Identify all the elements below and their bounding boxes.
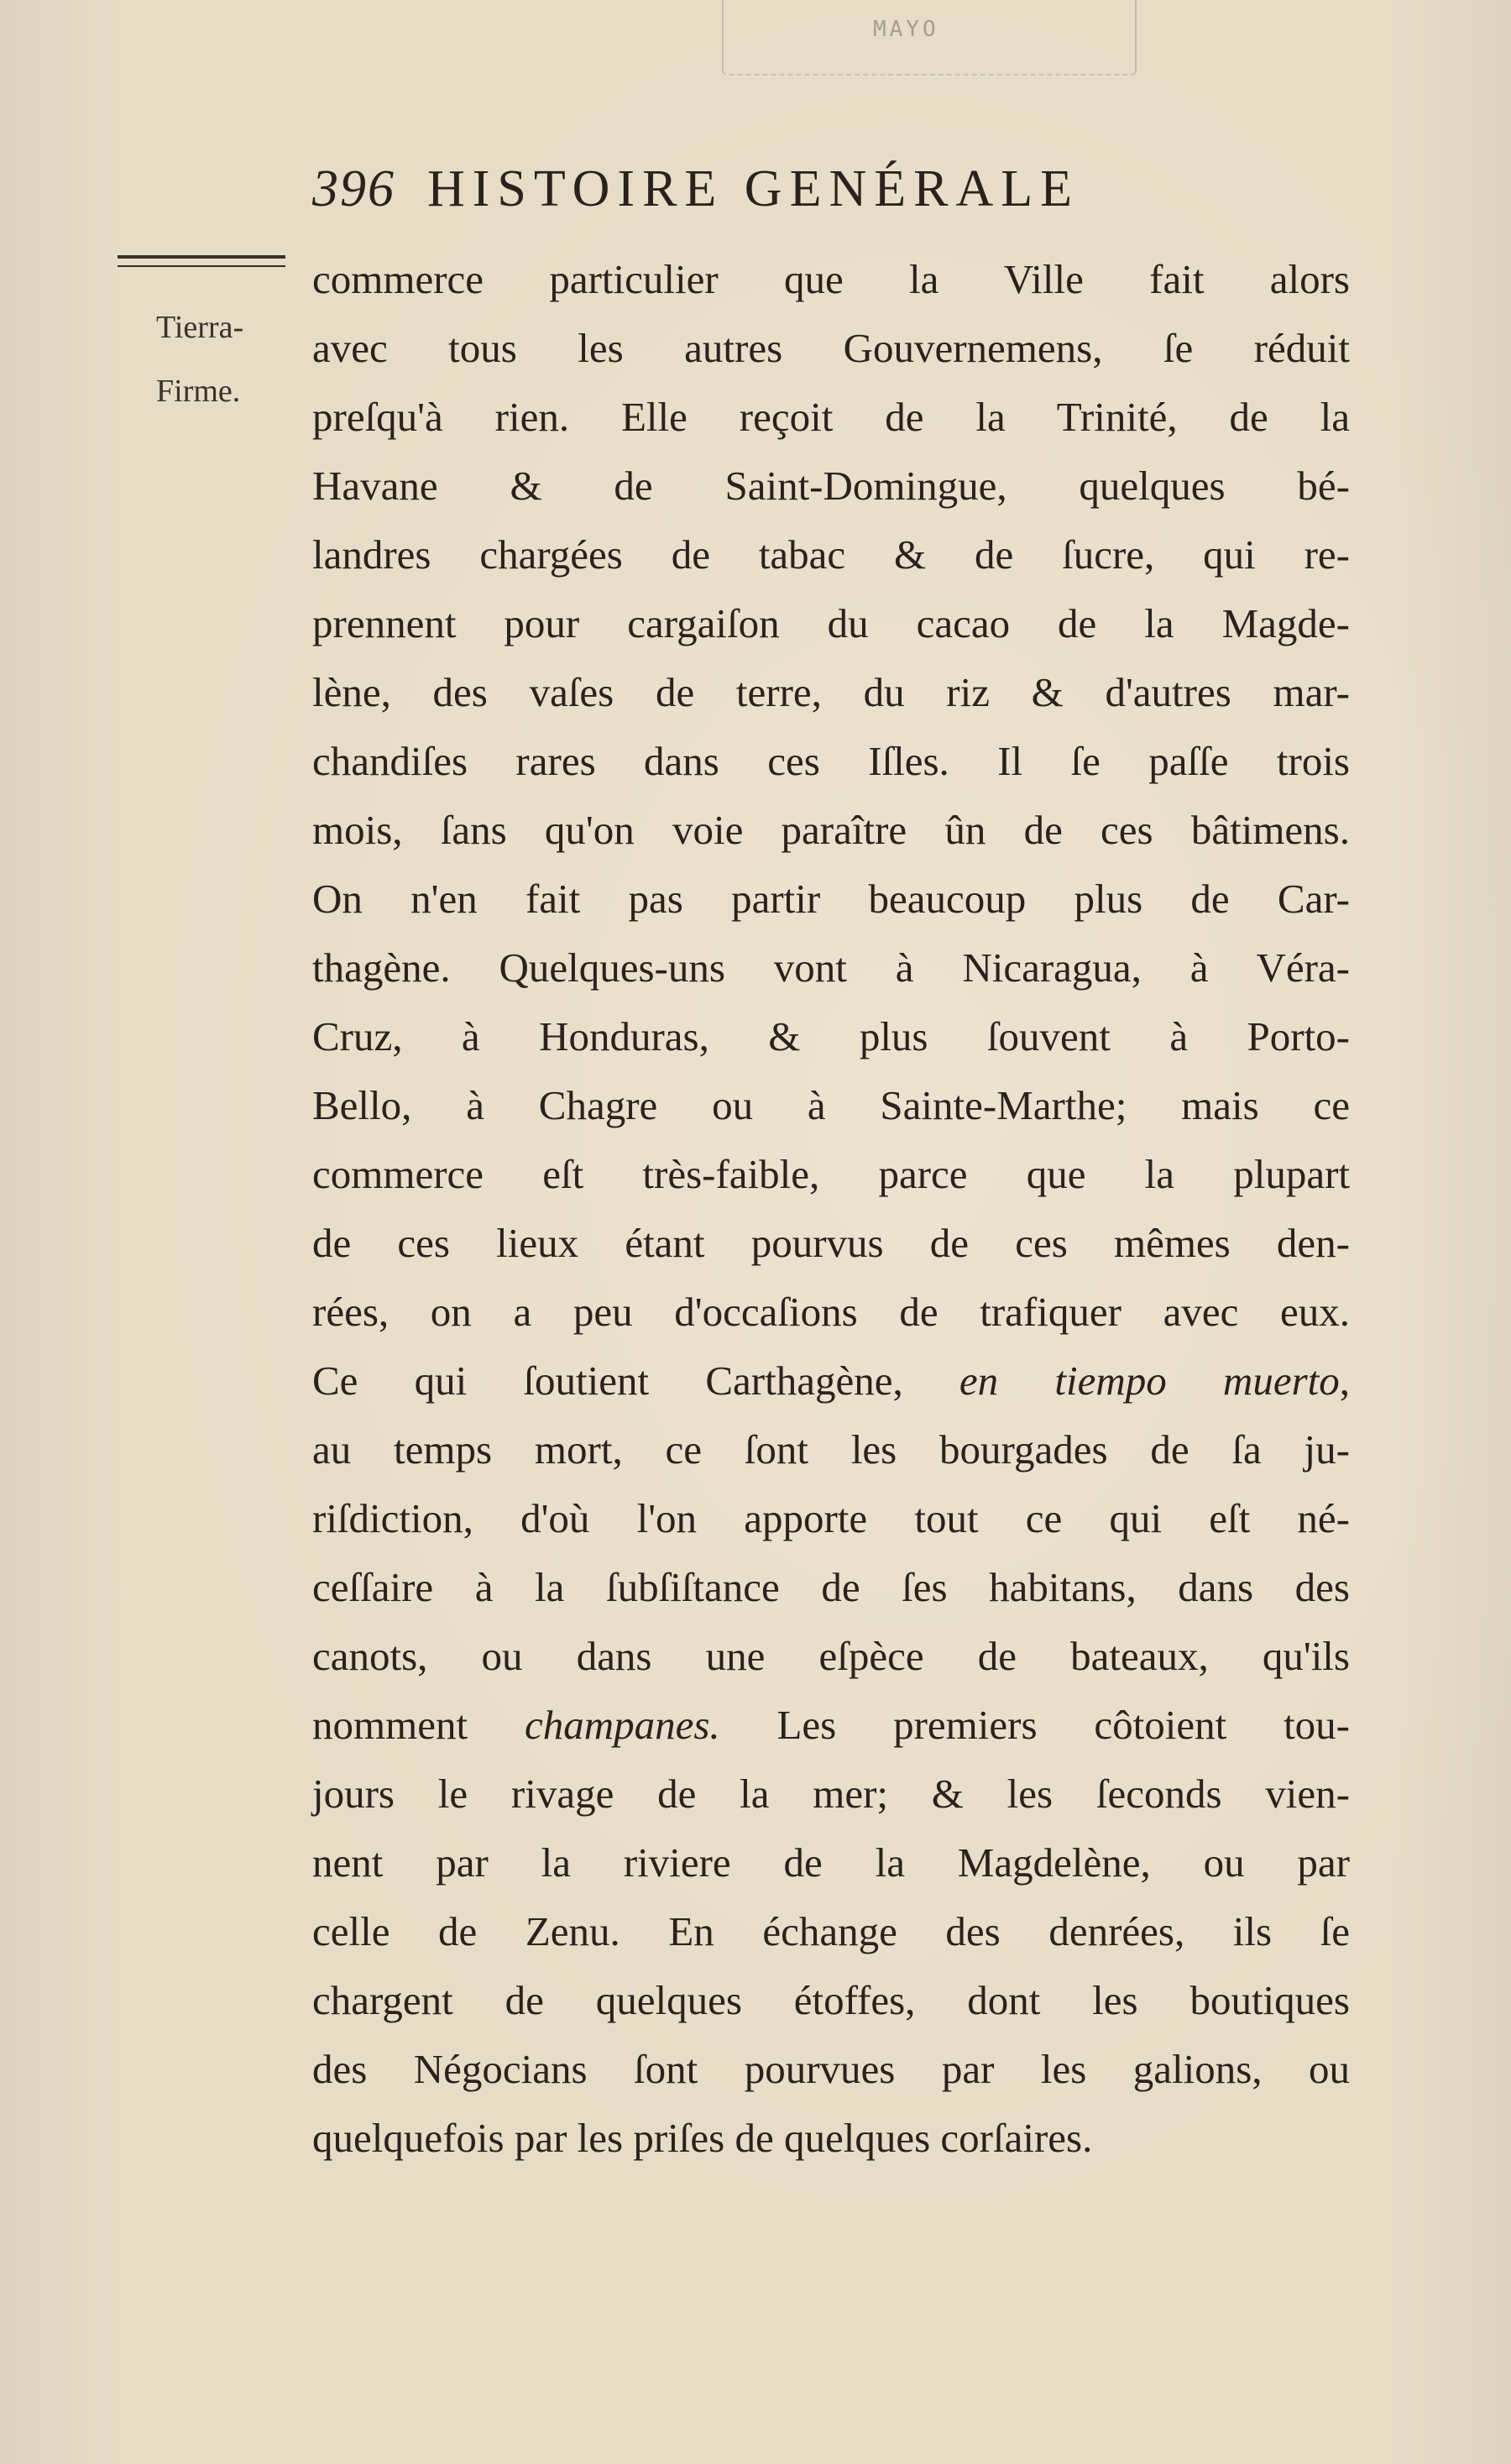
text-segment: Les premiers côtoient tou- (719, 1702, 1351, 1748)
text-line: avec tous les autres Gouvernemens, ſe réduit (312, 325, 1350, 371)
text-line: riſdiction, d'où l'on apporte tout ce qui eſt né- (312, 1495, 1350, 1541)
text-line: nent par la riviere de la Magdelène, ou par (312, 1839, 1350, 1886)
text-line: lène, des vaſes de terre, du riz & d'autres mar- (312, 669, 1350, 715)
italic-term: champanes. (524, 1702, 720, 1748)
text-line-with-italic (312, 1691, 1350, 1760)
text-segment: , (1339, 1358, 1351, 1404)
text-segment: nomment (312, 1702, 525, 1748)
text-line: Bello, à Chagre ou à Sainte-Marthe; mais ce (312, 1082, 1350, 1128)
text-line: preſqu'à rien. Elle reçoit de la Trinité, de la (312, 394, 1350, 440)
text-line: quelquefois par les priſes de quelques corſaires. (312, 2115, 1093, 2161)
text-line: chargent de quelques étoffes, dont les boutiques (312, 1977, 1350, 2023)
text-line: ceſſaire à la ſubſiſtance de ſes habitans, dans des (312, 1564, 1350, 1610)
text-line: Cruz, à Honduras, & plus ſouvent à Porto- (312, 1013, 1350, 1059)
italic-phrase: en tiempo muerto (959, 1358, 1340, 1404)
stamp-text: MAYO (873, 17, 939, 42)
text-line: mois, ſans qu'on voie paraître ûn de ces bâtimens. (312, 807, 1350, 853)
text-line: On n'en fait pas partir beaucoup plus de Car- (312, 876, 1350, 922)
text-line: Havane & de Saint-Domingue, quelques bé- (312, 463, 1350, 509)
text-line: des Négocians ſont pourvues par les galions, ou (312, 2046, 1350, 2092)
text-line: celle de Zenu. En échange des denrées, ils ſe (312, 1908, 1350, 1954)
text-segment: Ce qui ſoutient Carthagène, (312, 1358, 959, 1404)
text-line: de ces lieux étant pourvus de ces mêmes den- (312, 1220, 1350, 1266)
text-line: thagène. Quelques-uns vont à Nicaragua, à Véra- (312, 944, 1350, 991)
marginal-note-line: Tierra- (156, 310, 244, 345)
text-line: prennent pour cargaiſon du cacao de la Magde- (312, 600, 1350, 646)
text-line: commerce eſt très-faible, parce que la plupart (312, 1151, 1350, 1197)
text-line: commerce particulier que la Ville fait alors (312, 256, 1350, 302)
page-number: 396 (312, 160, 395, 217)
marginal-note (156, 296, 299, 423)
text-line: canots, ou dans une eſpèce de bateaux, qu'ils (312, 1633, 1350, 1679)
body-text (312, 245, 1350, 2173)
running-header (312, 160, 1320, 227)
text-line: rées, on a peu d'occaſions de trafiquer avec eux. (312, 1289, 1350, 1335)
marginal-note-line: Firme. (156, 374, 241, 409)
text-line: landres chargées de tabac & de ſucre, qui re- (312, 531, 1350, 578)
text-line: chandiſes rares dans ces Iſles. Il ſe paſſe trois (312, 738, 1350, 784)
text-line: jours le rivage de la mer; & les ſeconds vien- (312, 1771, 1350, 1817)
running-title: HISTOIRE GENÉRALE (427, 160, 1080, 217)
text-line-with-italic (312, 1347, 1350, 1415)
text-line: au temps mort, ce ſont les bourgades de ſa ju- (312, 1426, 1350, 1473)
marginal-rule (118, 255, 285, 267)
